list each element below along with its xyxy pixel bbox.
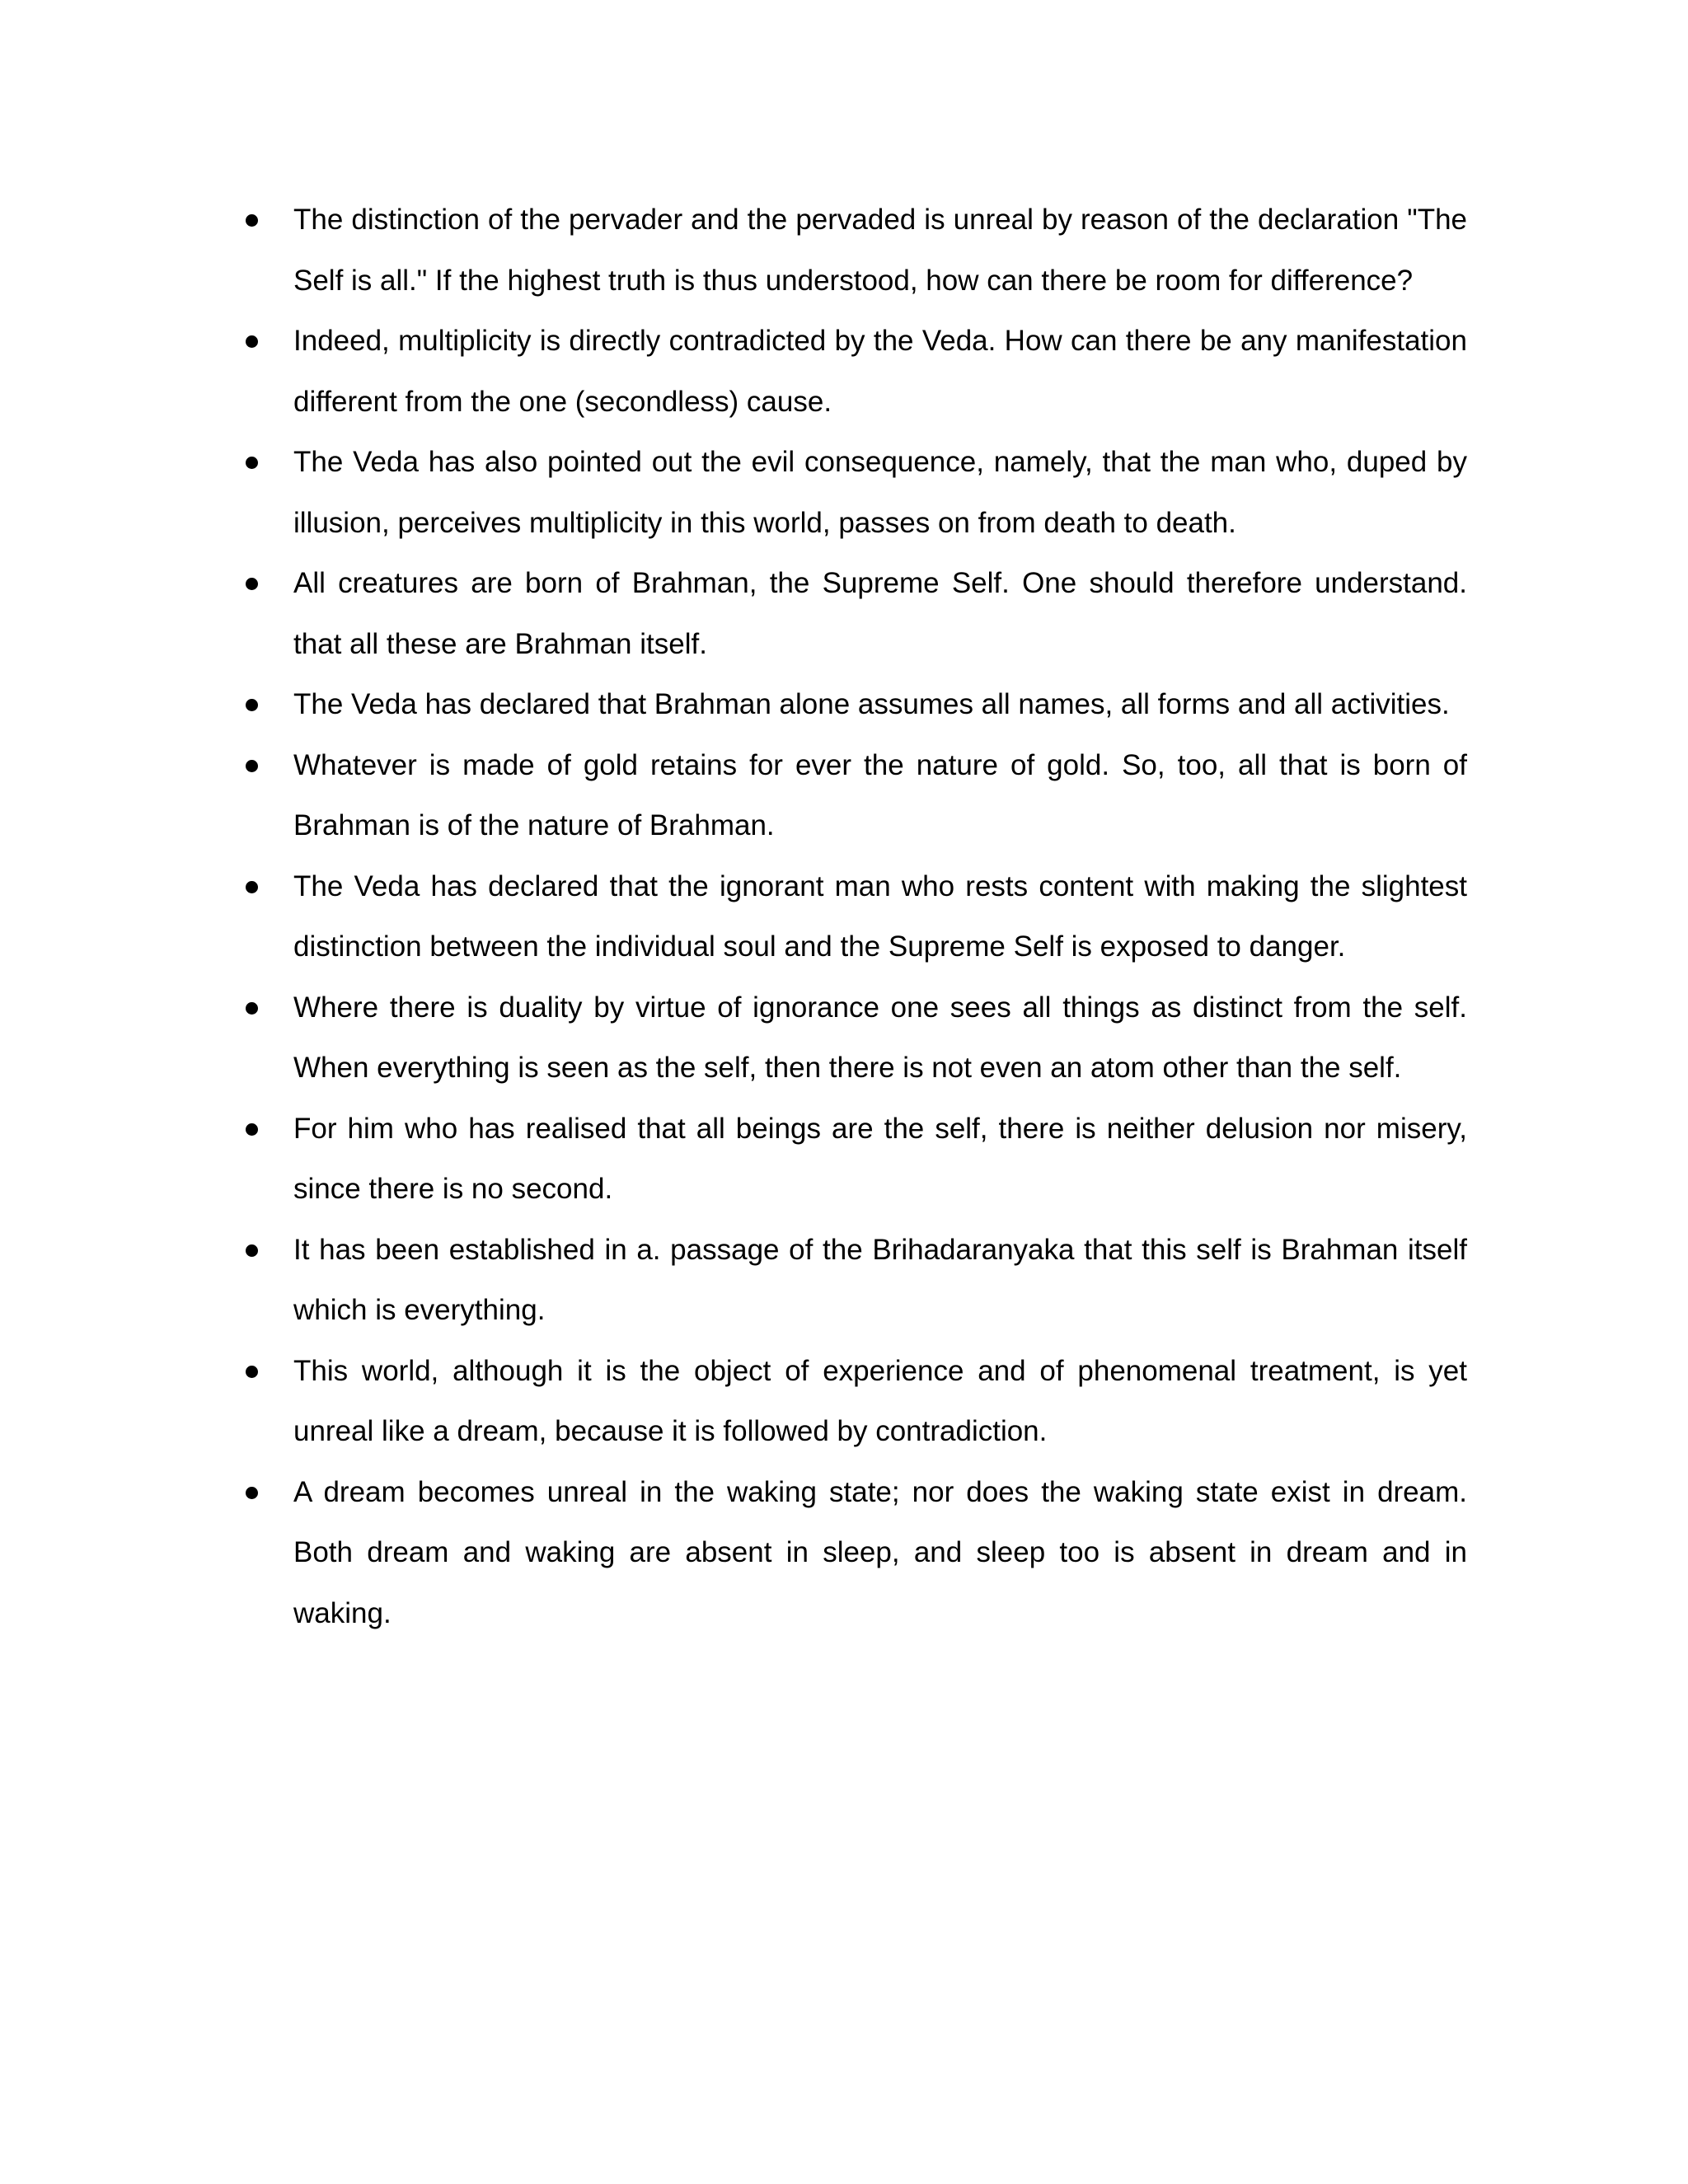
list-item-text: It has been established in a. passage of the Brihadaranyaka that this self is Brahman itself which is everything. — [293, 1233, 1467, 1326]
bullet-dot-icon — [246, 699, 258, 711]
list-item-text: The distinction of the pervader and the pervaded is unreal by reason of the declaration "The Self is all." If the highest truth is thus understood, how can there be room for difference? — [293, 204, 1467, 297]
bullet-dot-icon — [246, 1487, 258, 1499]
list-item-text: Whatever is made of gold retains for ever the nature of gold. So, too, all that is born of Brahman is of the nature of Brahman. — [293, 748, 1467, 841]
list-item-text: The Veda has declared that the ignorant man who rests content with making the slightest distinction between the individual soul and the Supreme Self is exposed to danger. — [293, 869, 1467, 963]
bullet-list — [239, 190, 1467, 1643]
list-item — [239, 1462, 1467, 1644]
bullet-dot-icon — [246, 760, 258, 772]
list-item-text: For him who has realised that all beings are the self, there is neither delusion nor misery, since there is no second. — [293, 1112, 1467, 1205]
list-item — [239, 311, 1467, 432]
list-item-text: This world, although it is the object of experience and of phenomenal treatment, is yet unreal like a dream, because it is followed by contradiction. — [293, 1354, 1467, 1447]
list-item — [239, 977, 1467, 1099]
list-item — [239, 190, 1467, 311]
bullet-dot-icon — [246, 335, 258, 348]
list-item — [239, 432, 1467, 553]
bullet-dot-icon — [246, 578, 258, 590]
list-item-text: The Veda has also pointed out the evil consequence, namely, that the man who, duped by illusion, perceives multiplicity in this world, passes on from death to death. — [293, 446, 1467, 539]
list-item — [239, 1341, 1467, 1462]
list-item — [239, 1220, 1467, 1341]
list-item — [239, 856, 1467, 977]
list-item-text: All creatures are born of Brahman, the Supreme Self. One should therefore understand. that all these are Brahman itself. — [293, 567, 1467, 660]
bullet-dot-icon — [246, 1002, 258, 1015]
list-item-text: Indeed, multiplicity is directly contradicted by the Veda. How can there be any manifestation different from the one (secondless) cause. — [293, 325, 1467, 418]
list-item-text: A dream becomes unreal in the waking state; nor does the waking state exist in dream. Both dream and waking are absent in sleep, and sleep too is absent in dream and in waking. — [293, 1475, 1467, 1629]
bullet-dot-icon — [246, 1123, 258, 1136]
bullet-dot-icon — [246, 1366, 258, 1378]
list-item — [239, 674, 1467, 735]
bullet-dot-icon — [246, 881, 258, 893]
bullet-dot-icon — [246, 457, 258, 469]
list-item — [239, 553, 1467, 674]
list-item-text: The Veda has declared that Brahman alone assumes all names, all forms and all activities. — [293, 688, 1450, 720]
bullet-dot-icon — [246, 214, 258, 227]
list-item — [239, 1099, 1467, 1220]
list-item — [239, 735, 1467, 856]
bullet-dot-icon — [246, 1244, 258, 1257]
list-item-text: Where there is duality by virtue of ignorance one sees all things as distinct from the self. When everything is seen as the self, then there is not even an atom other than the self. — [293, 991, 1467, 1084]
